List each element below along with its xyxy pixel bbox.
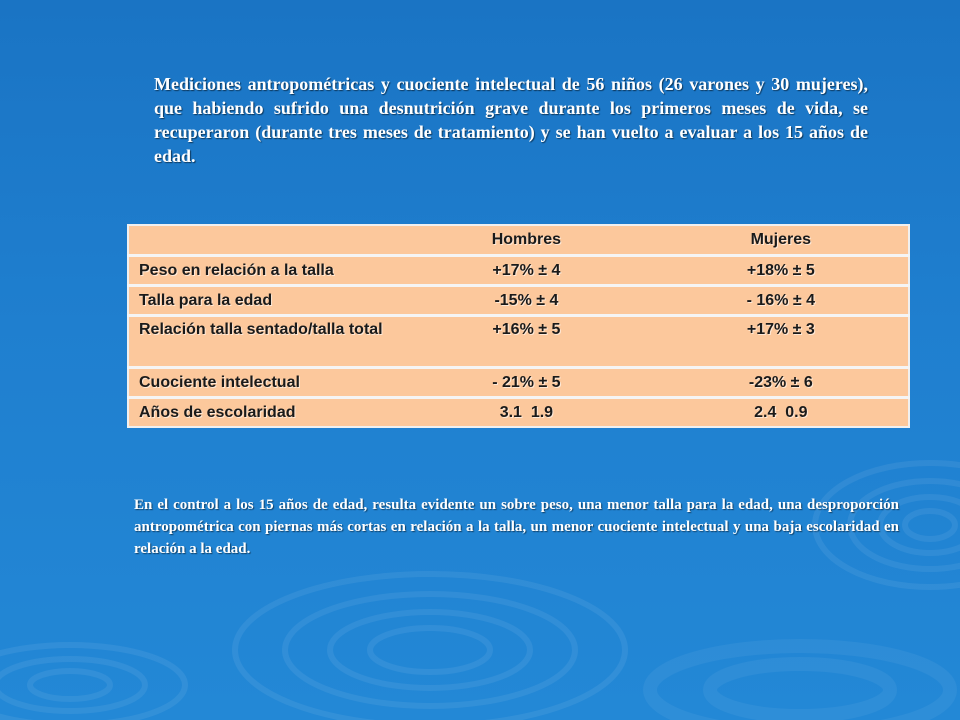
data-table	[127, 224, 910, 428]
cell-mujeres: +17% ± 3	[654, 315, 909, 367]
cell-mujeres: +18% ± 5	[654, 255, 909, 285]
cell-hombres: 3.1 1.9	[399, 397, 653, 427]
cell-mujeres: -23% ± 6	[654, 367, 909, 397]
row-label: Peso en relación a la talla	[128, 255, 399, 285]
row-label: Cuociente intelectual	[128, 367, 399, 397]
cell-mujeres: 2.4 0.9	[654, 397, 909, 427]
header-hombres: Hombres	[399, 225, 653, 255]
header-mujeres: Mujeres	[654, 225, 909, 255]
intro-paragraph: Mediciones antropométricas y cuociente intelectual de 56 niños (26 varones y 30 mujeres), que habiendo sufrido una desnutrición grave durante los primeros meses de vida, se recuperaron (durante tres meses de tratamiento) y se han vuelto a evaluar a los 15 años de edad.	[154, 74, 868, 166]
cell-hombres: +17% ± 4	[399, 255, 653, 285]
table-header-row	[128, 225, 909, 255]
conclusion-paragraph: En el control a los 15 años de edad, resulta evidente un sobre peso, una menor talla para la edad, una desproporción antropométrica con piernas más cortas en relación a la talla, un menor cuociente intelectual y una baja escolaridad en relación a la edad.	[134, 497, 899, 557]
row-label: Años de escolaridad	[128, 397, 399, 427]
row-label: Talla para la edad	[128, 285, 399, 315]
table-row	[128, 255, 909, 285]
table-row	[128, 367, 909, 397]
cell-hombres: - 21% ± 5	[399, 367, 653, 397]
row-label: Relación talla sentado/talla total	[128, 315, 399, 367]
cell-mujeres: - 16% ± 4	[654, 285, 909, 315]
cell-hombres: +16% ± 5	[399, 315, 653, 367]
header-cell-empty	[128, 225, 399, 255]
table-row	[128, 285, 909, 315]
cell-hombres: -15% ± 4	[399, 285, 653, 315]
table-row	[128, 397, 909, 427]
table-row	[128, 315, 909, 367]
